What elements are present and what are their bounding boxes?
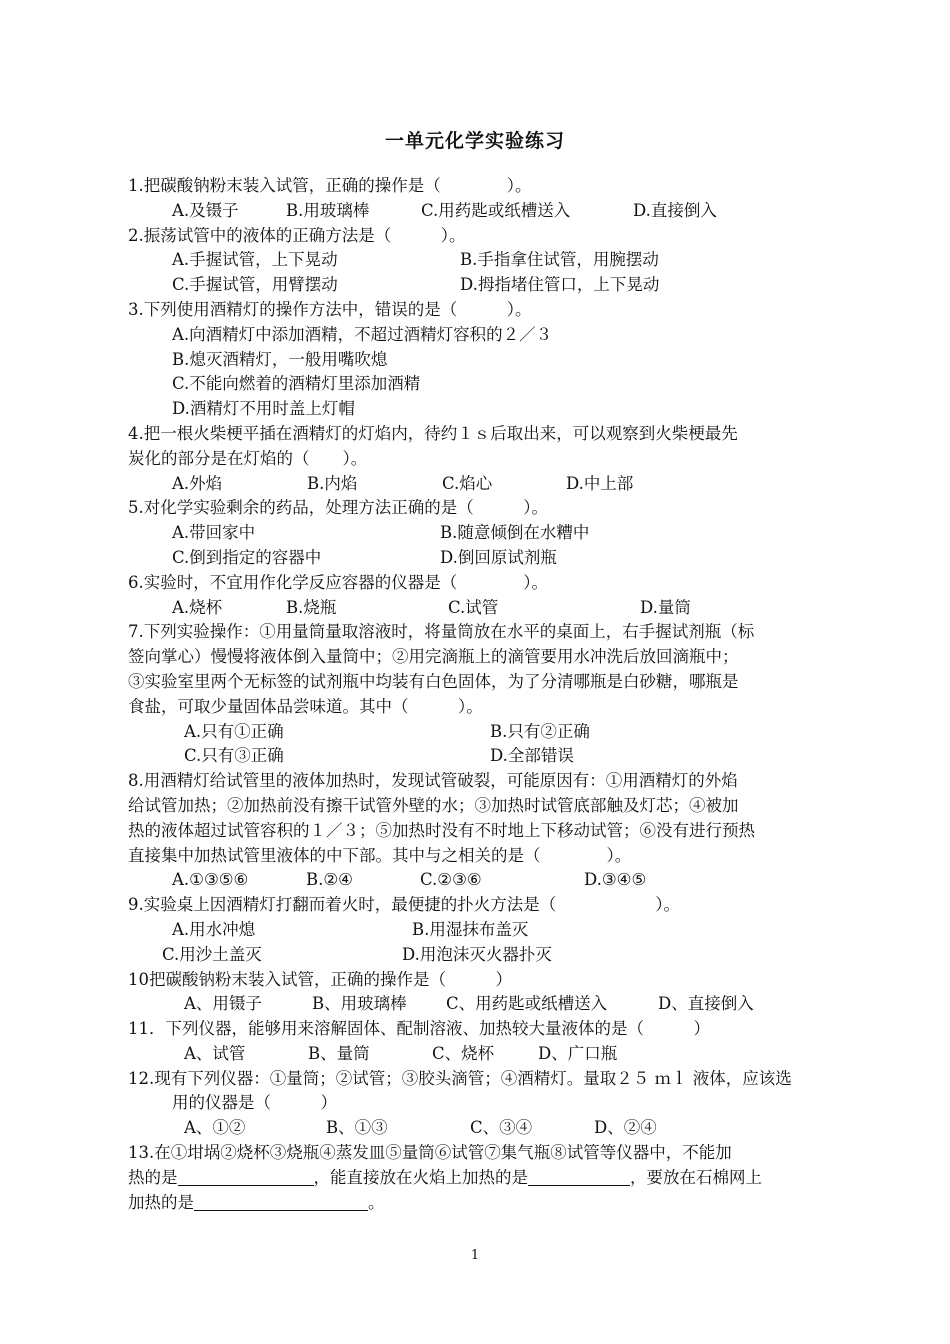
question-13-text-d: 加热的是	[128, 1192, 194, 1212]
option-a: A.烧杯	[172, 597, 223, 617]
option-b: B.随意倾倒在水糟中	[440, 523, 590, 543]
option-b: B.熄灭酒精灯，一般用嘴吹熄	[172, 349, 388, 369]
question-7-options-row2	[128, 744, 828, 769]
question-13-stem-line3	[128, 1191, 828, 1216]
option-b: B.内焰	[307, 473, 358, 493]
question-13-text-c: ，要放在石棉网上	[630, 1167, 762, 1187]
option-a: A.带回家中	[172, 523, 256, 543]
question-6-stem: 6.实验时，不宜用作化学反应容器的仪器是（ ）。	[128, 572, 548, 592]
question-5-options-row1	[128, 521, 828, 546]
option-c: C.②③⑥	[420, 870, 482, 890]
option-b: B、量筒	[308, 1043, 370, 1063]
question-10-stem: 10把碳酸钠粉末装入试管，正确的操作是（ ）	[128, 969, 512, 989]
option-c: C.只有③正确	[184, 746, 284, 766]
option-a: A.用水冲熄	[172, 919, 256, 939]
option-c: C.用沙土盖灭	[162, 944, 262, 964]
question-7-stem-line1: 7.下列实验操作：①用量筒量取溶液时，将量筒放在水平的桌面上，右手握试剂瓶（标	[128, 622, 755, 642]
option-c: C、烧杯	[432, 1043, 495, 1063]
question-8-stem-line2: 给试管加热；②加热前没有擦干试管外壁的水；③加热时试管底部触及灯芯；④被加	[128, 795, 739, 815]
option-c: C、③④	[470, 1118, 533, 1138]
option-a: A.只有①正确	[184, 721, 284, 741]
option-c: C.试管	[448, 597, 499, 617]
answer-blank-3[interactable]	[194, 1192, 368, 1211]
question-11-stem: 11．下列仪器，能够用来溶解固体、配制溶液、加热较大量液体的是（ ）	[128, 1019, 710, 1039]
option-d: D.③④⑤	[584, 870, 647, 890]
question-7-stem-line2: 签向掌心）慢慢将液体倒入量筒中；②用完滴瓶上的滴管要用水冲洗后放回滴瓶中；	[128, 647, 739, 667]
question-7-options-row1	[128, 720, 828, 745]
option-b: B.用玻璃棒	[286, 200, 370, 220]
question-11-options	[128, 1042, 828, 1067]
option-b: B、用玻璃棒	[312, 994, 407, 1014]
option-c: C.用药匙或纸槽送入	[421, 200, 571, 220]
option-c: C.倒到指定的容器中	[172, 547, 322, 567]
option-a: A.外焰	[172, 473, 223, 493]
question-4-options	[128, 472, 828, 497]
option-c: C.焰心	[442, 473, 493, 493]
option-a: A.及镊子	[172, 200, 239, 220]
question-4-stem-line1: 4.把一根火柴梗平插在酒精灯的灯焰内，待约１ｓ后取出来，可以观察到火柴梗最先	[128, 423, 738, 443]
option-d: D、②④	[594, 1118, 657, 1138]
option-d: D.全部错误	[490, 746, 574, 766]
option-a: A.向酒精灯中添加酒精，不超过酒精灯容积的２／３	[172, 324, 553, 344]
option-b: B.用湿抹布盖灭	[412, 919, 529, 939]
question-5-stem: 5.对化学实验剩余的药品，处理方法正确的是（ ）。	[128, 498, 548, 518]
question-6-options	[128, 596, 828, 621]
question-13-text-e: 。	[368, 1192, 385, 1212]
question-8-stem-line1: 8.用酒精灯给试管里的液体加热时，发现试管破裂，可能原因有：①用酒精灯的外焰	[128, 771, 738, 791]
option-c: C.手握试管，用臂摆动	[172, 275, 338, 295]
option-b: B.只有②正确	[490, 721, 590, 741]
question-8-stem-line4: 直接集中加热试管里液体的中下部。其中与之相关的是（ ）。	[128, 845, 632, 865]
option-b: B.烧瓶	[286, 597, 337, 617]
question-12-stem-line2: 用的仪器是（ ）	[172, 1093, 337, 1113]
question-7-stem-line3: ③实验室里两个无标签的试剂瓶中均装有白色固体，为了分清哪瓶是白砂糖，哪瓶是	[128, 671, 739, 691]
question-10-options	[128, 992, 828, 1017]
question-1-options	[128, 199, 828, 224]
question-13-stem-line1: 13.在①坩埚②烧杯③烧瓶④蒸发皿⑤量筒⑥试管⑦集气瓶⑧试管等仪器中，不能加	[128, 1143, 732, 1163]
option-d: D、广口瓶	[538, 1043, 618, 1063]
page-title: 一单元化学实验练习	[384, 130, 565, 152]
question-9-stem: 9.实验桌上因酒精灯打翻而着火时，最便捷的扑火方法是（ ）。	[128, 895, 680, 915]
question-5-options-row2	[128, 546, 828, 571]
option-d: D.直接倒入	[633, 200, 717, 220]
option-d: D.拇指堵住管口，上下晃动	[460, 275, 660, 295]
page-number: 1	[470, 1248, 480, 1263]
question-7-stem-line4: 食盐，可取少量固体品尝味道。其中（ ）。	[128, 696, 483, 716]
option-b: B、①③	[326, 1118, 388, 1138]
question-13-text-b: ，能直接放在火焰上加热的是	[313, 1167, 528, 1187]
option-d: D.倒回原试剂瓶	[440, 547, 557, 567]
question-13-text-a: 热的是	[128, 1167, 178, 1187]
option-a: A.手握试管，上下晃动	[172, 250, 338, 270]
question-list	[128, 174, 828, 1215]
option-a: A.①③⑤⑥	[172, 870, 249, 890]
answer-blank-2[interactable]	[528, 1167, 630, 1186]
question-9-options-row1	[128, 918, 828, 943]
question-12-options	[128, 1116, 828, 1141]
option-d: D、直接倒入	[658, 994, 754, 1014]
question-3-stem: 3.下列使用酒精灯的操作方法中，错误的是（ ）。	[128, 299, 532, 319]
question-2-options-row1	[128, 248, 828, 273]
option-d: D.中上部	[566, 473, 634, 493]
question-8-options	[128, 868, 828, 893]
question-12-stem-line1: 12.现有下列仪器：①量筒；②试管；③胶头滴管；④酒精灯。量取２５ ｍｌ 液体，应该选	[128, 1068, 792, 1088]
option-c: C、用药匙或纸槽送入	[446, 994, 608, 1014]
question-9-options-row2	[128, 943, 828, 968]
question-13-stem-line2	[128, 1166, 828, 1191]
question-2-options-row2	[128, 273, 828, 298]
answer-blank-1[interactable]	[178, 1167, 314, 1186]
question-2-stem: 2.振荡试管中的液体的正确方法是（ ）。	[128, 225, 466, 245]
question-1-stem: 1.把碳酸钠粉末装入试管，正确的操作是（ ）。	[128, 176, 532, 195]
option-d: D.量筒	[640, 597, 691, 617]
option-b: B.②④	[306, 870, 353, 890]
option-c: C.不能向燃着的酒精灯里添加酒精	[172, 374, 421, 394]
option-a: A、用镊子	[184, 994, 262, 1014]
question-8-stem-line3: 热的液体超过试管容积的１／３；⑤加热时没有不时地上下移动试管；⑥没有进行预热	[128, 820, 755, 840]
option-b: B.手指拿住试管，用腕摆动	[460, 250, 659, 270]
option-d: D.用泡沫灭火器扑灭	[402, 944, 552, 964]
option-a: A、①②	[184, 1118, 246, 1138]
option-a: A、试管	[184, 1043, 246, 1063]
option-d: D.酒精灯不用时盖上灯帽	[172, 399, 355, 419]
question-4-stem-line2: 炭化的部分是在灯焰的（ ）。	[128, 448, 368, 468]
